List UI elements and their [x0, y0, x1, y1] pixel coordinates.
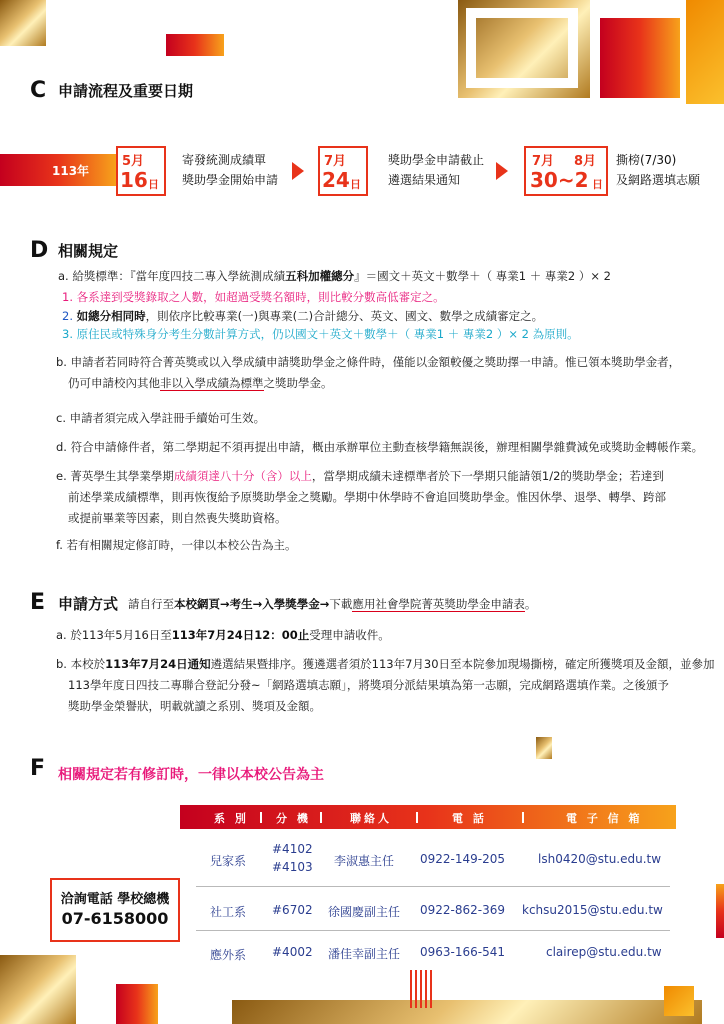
arrow-right-icon	[496, 162, 508, 180]
contact-box	[50, 878, 180, 942]
rule-e-label: e.	[56, 469, 67, 483]
apply-a-bold: 113年7月24日12：00止	[171, 628, 310, 642]
timeline-day-unit-3: 日	[592, 178, 603, 191]
section-d-letter: D	[30, 238, 49, 263]
rule-e	[56, 466, 716, 529]
header-dept: 系 別	[214, 812, 249, 825]
contact-phone: 07-6158000	[61, 909, 169, 928]
row1-dept: 兒家系	[210, 854, 247, 868]
decor-red-square-top-right	[600, 18, 680, 98]
timeline-date-3	[524, 146, 608, 196]
decor-gold-bar-bottom	[232, 1000, 702, 1024]
decor-gold-block-top-left	[0, 0, 46, 46]
rule-b-line2-pre: 仍可申請校內其他	[68, 376, 160, 390]
rule-a2-bold: 如總分相同時	[76, 309, 146, 323]
apply-intro	[128, 596, 536, 612]
contact-table-header	[180, 805, 676, 829]
apply-intro-end: 。	[524, 597, 537, 611]
decor-white-frame	[466, 8, 578, 88]
timeline-step-2-line2: 遴選結果通知	[388, 173, 461, 187]
section-d-title: 相關規定	[58, 242, 119, 260]
rule-a2-num: 2.	[62, 309, 73, 323]
section-f-title: 相關規定若有修訂時，一律以本校公告為主	[58, 767, 324, 783]
apply-intro-mid: 下載	[329, 597, 353, 611]
rule-a2	[62, 308, 543, 324]
timeline-day-3: 30~2	[530, 168, 589, 192]
decor-red-strip-right	[716, 884, 724, 938]
rule-c-text: 申請者須完成入學註冊手續始可生效。	[69, 411, 266, 425]
header-divider	[260, 812, 262, 823]
row1-phone: 0922-149-205	[420, 852, 506, 866]
section-f-letter: F	[30, 756, 46, 781]
row3-ext1: #4002	[272, 945, 313, 959]
section-e-title: 申請方式	[58, 595, 119, 613]
timeline-year: 113年	[52, 164, 90, 178]
rule-a1: 1. 各系達到受獎錄取之人數，如超過受獎名額時，則比較分數高低審定之。	[62, 290, 445, 304]
timeline-month-3: 7月	[532, 154, 555, 169]
timeline-month-1: 5月	[122, 154, 145, 169]
timeline-day-unit-2: 日	[350, 178, 361, 191]
apply-b-post: 遴選結果暨排序。獲遴選者須於113年7月30日至本院參加現場撕榜，確定所獲獎項及金額，並參加	[210, 657, 715, 671]
decor-orange-square-bottom-right	[664, 986, 694, 1016]
apply-a-pre: 於113年5月16日至	[70, 628, 172, 642]
timeline-month-2: 7月	[324, 154, 347, 169]
decor-orange-strip-right	[686, 0, 724, 104]
timeline-step-3-line2: 及網路選填志願	[616, 173, 701, 187]
timeline-step-3-line1: 撕榜(7/30)	[616, 153, 677, 167]
row3-phone: 0963-166-541	[420, 945, 506, 959]
apply-b-bold: 113年7月24日通知	[105, 657, 211, 671]
timeline-day-1: 16	[120, 168, 148, 192]
header-phone: 電 話	[452, 812, 487, 825]
rule-a-post: 』＝國文＋英文＋數學＋（ 專業1 ＋ 專業2 ）× 2	[354, 269, 611, 283]
row3-dept: 應外系	[210, 948, 247, 962]
table-row-divider	[196, 930, 670, 931]
apply-a	[56, 627, 390, 643]
timeline-step-1-line2: 獎助學金開始申請	[182, 173, 279, 187]
timeline-date-2	[318, 146, 368, 196]
timeline-step-2-line1: 獎助學金申請截止	[388, 153, 485, 167]
header-divider	[522, 812, 524, 823]
apply-b-line2: 113學年度日四技二專聯合登記分發~「網路選填志願」，將獎項分派結果填為第一志願，完成網路選填作業。之後頒予	[68, 678, 669, 692]
header-divider	[320, 812, 322, 823]
contact-line1: 洽詢電話 學校總機	[60, 892, 170, 907]
rule-a3: 3. 原住民或特殊身分考生分數計算方式，仍以國文＋英文＋數學＋（ 專業1 ＋ 專業2 ）× 2 為原則。	[62, 327, 579, 341]
timeline-date-1	[116, 146, 166, 196]
table-row-divider	[196, 886, 670, 887]
rule-c	[56, 410, 265, 426]
rule-a-bold: 五科加權總分	[285, 269, 355, 283]
rule-b-label: b.	[56, 355, 67, 369]
timeline-step-3-text	[616, 150, 700, 190]
rule-f-text: 若有相關規定修訂時，一律以本校公告為主。	[66, 538, 297, 552]
rule-a-label: a.	[58, 269, 69, 283]
row2-dept: 社工系	[210, 905, 247, 919]
rule-e-pre: 菁英學生其學業學期	[70, 469, 174, 483]
timeline-year-bar	[0, 154, 116, 186]
decor-gold-square-mid	[536, 737, 552, 759]
rule-b-line2-post: 之獎助學金。	[263, 376, 333, 390]
rule-e-line3: 或提前畢業等因素，則自然喪失獎助資格。	[68, 511, 287, 525]
rule-a	[58, 268, 611, 284]
rule-b	[56, 352, 706, 394]
timeline-step-2-text	[388, 150, 484, 190]
row2-ext1: #6702	[272, 903, 313, 917]
rule-e-post: ，當學期成績未達標準者於下一學期只能請領1/2的獎助學金；若達到	[311, 469, 664, 483]
rule-f-label: f.	[56, 538, 63, 552]
header-email: 電 子 信 箱	[566, 812, 643, 825]
rule-d	[56, 439, 703, 455]
timeline-day-2: 24	[322, 168, 350, 192]
apply-b	[56, 654, 716, 717]
apply-intro-bold: 本校網頁→考生→入學獎學金→	[174, 597, 330, 611]
row2-person: 徐國慶副主任	[328, 905, 401, 919]
timeline-step-1-line1: 寄發統測成績單	[182, 153, 267, 167]
apply-form-link[interactable]: 應用社會學院菁英獎助學金申請表	[352, 597, 525, 611]
rule-a-pre: 給獎標準：『當年度四技二專入學統測成績	[72, 269, 286, 283]
row3-person: 潘佳幸副主任	[328, 947, 401, 961]
rule-d-label: d.	[56, 440, 67, 454]
header-ext: 分 機	[276, 812, 311, 825]
rule-b-line1: 申請者若同時符合菁英獎或以入學成績申請獎助學金之條件時，僅能以金額較優之獎助擇一申請。惟已領本獎助學金者，	[70, 355, 681, 369]
decor-gold-block-bottom-left	[0, 955, 76, 1024]
row1-ext2: #4103	[272, 860, 313, 874]
section-c-letter: C	[30, 78, 47, 103]
timeline-month-3b: 8月	[574, 154, 597, 169]
timeline-step-1-text	[182, 150, 278, 190]
rule-a2-rest: ，則依序比較專業(一)與專業(二)合計總分、英文、國文、數學之成績審定之。	[145, 309, 544, 323]
rule-e-line2: 前述學業成績標準，則再恢復給予原獎助學金之獎勵。學期中休學時不會追回獎助學金。惟因休學、退學、轉學、跨部	[68, 490, 666, 504]
arrow-right-icon	[292, 162, 304, 180]
rule-e-pink: 成績須達八十分（含）以上	[173, 469, 312, 483]
row1-person: 李淑惠主任	[334, 854, 395, 868]
header-divider	[416, 812, 418, 823]
decor-red-bar-top	[166, 34, 224, 56]
apply-intro-pre: 請自行至	[128, 597, 174, 611]
row2-phone: 0922-862-369	[420, 903, 506, 917]
apply-a-post: 受理申請收件。	[309, 628, 390, 642]
rule-f	[56, 537, 297, 553]
decor-red-block-bottom-left	[116, 984, 158, 1024]
section-e-letter: E	[30, 590, 46, 615]
row2-email[interactable]: kchsu2015@stu.edu.tw	[522, 903, 663, 917]
row1-ext1: #4102	[272, 842, 313, 856]
apply-b-label: b.	[56, 657, 67, 671]
apply-b-line3: 獎助學金榮譽狀，明載就讀之系別、獎項及金額。	[68, 699, 321, 713]
rule-b-line2-underlined: 非以入學成績為標準	[160, 376, 264, 390]
decor-red-lines-bottom	[410, 970, 432, 1008]
header-person: 聯絡人	[350, 812, 392, 825]
row3-email[interactable]: clairep@stu.edu.tw	[546, 945, 662, 959]
row1-email[interactable]: lsh0420@stu.edu.tw	[538, 852, 662, 866]
apply-a-label: a.	[56, 628, 67, 642]
timeline-day-unit-1: 日	[148, 178, 159, 191]
rule-c-label: c.	[56, 411, 66, 425]
rule-d-text: 符合申請條件者，第二學期起不須再提出申請，概由承辦單位主動查核學籍無誤後，辦理相關學雜費減免或獎助金轉帳作業。	[70, 440, 704, 454]
apply-b-pre: 本校於	[70, 657, 106, 671]
section-c-title: 申請流程及重要日期	[58, 82, 194, 100]
